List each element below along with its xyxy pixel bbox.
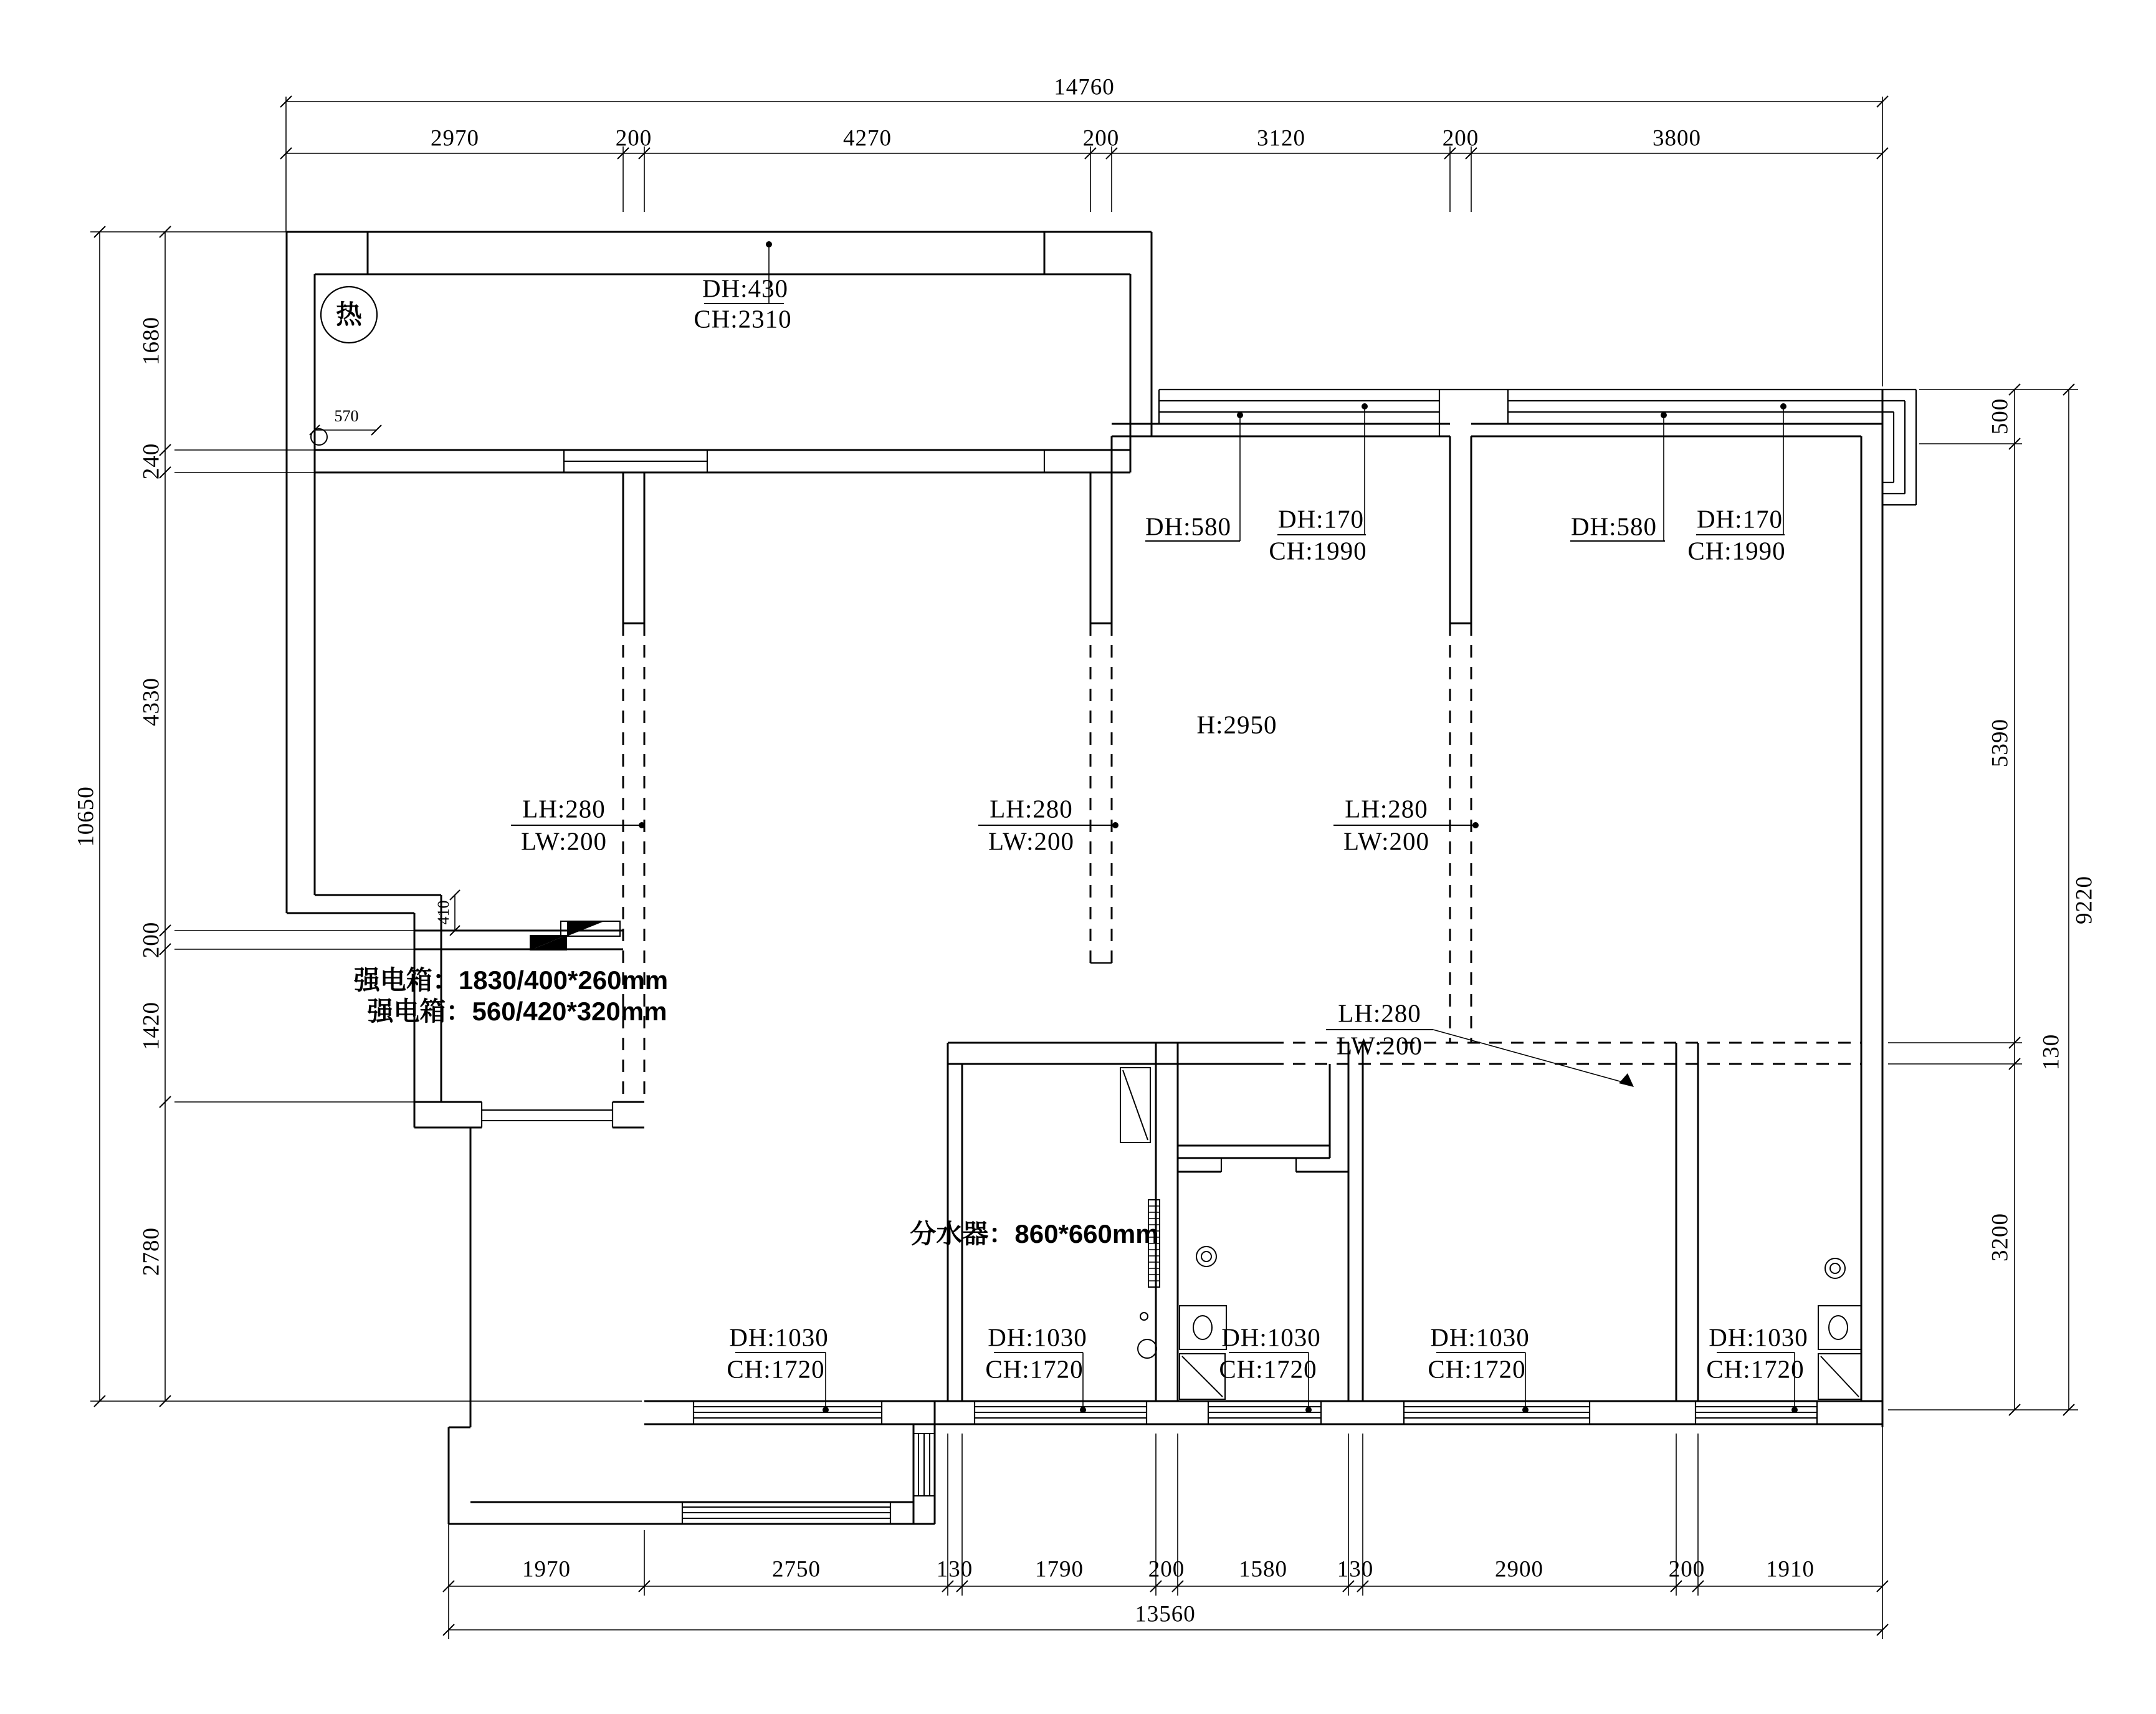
living-window-ch: CH:2310 bbox=[694, 304, 792, 333]
dim-right-seg-1: 5390 bbox=[1987, 719, 2013, 767]
bay3-ch1990: CH:1990 bbox=[1687, 536, 1786, 565]
power-box-1-label: 强电箱：1830/400*260mm bbox=[353, 965, 669, 995]
win4-ch: CH:1720 bbox=[1428, 1354, 1526, 1384]
dim-bottom-seg-8: 200 bbox=[1668, 1556, 1705, 1582]
dim-top-seg-6: 3800 bbox=[1653, 125, 1701, 151]
dim-bottom-seg-3: 1790 bbox=[1035, 1556, 1084, 1582]
dim-bottom-seg-6: 130 bbox=[1337, 1556, 1374, 1582]
lintel3-lh: LH:280 bbox=[1345, 794, 1428, 823]
bay2-dh170: DH:170 bbox=[1277, 504, 1365, 534]
lintel3-lw: LW:200 bbox=[1343, 826, 1430, 856]
dim-bottom-seg-1: 2750 bbox=[772, 1556, 821, 1582]
bay3-dh580: DH:580 bbox=[1570, 512, 1658, 541]
lintel1-lh: LH:280 bbox=[522, 794, 606, 823]
dim-left-seg-4: 1420 bbox=[138, 1002, 165, 1050]
dim-top-total: 14760 bbox=[1054, 74, 1115, 100]
bay2-dh580: DH:580 bbox=[1145, 512, 1232, 541]
bay3-dh170: DH:170 bbox=[1696, 504, 1783, 534]
dim-bottom-seg-9: 1910 bbox=[1766, 1556, 1815, 1582]
heater-label: 热 bbox=[335, 300, 363, 329]
win2-ch: CH:1720 bbox=[985, 1354, 1084, 1384]
power-box-2-label: 强电箱：560/420*320mm bbox=[367, 997, 667, 1026]
dim-bottom-total: 13560 bbox=[1135, 1601, 1196, 1627]
bay2-ch1990: CH:1990 bbox=[1269, 536, 1367, 565]
dim-bottom-seg-0: 1970 bbox=[522, 1556, 571, 1582]
dim-right-total: 9220 bbox=[2071, 876, 2097, 924]
dim-top-seg-0: 2970 bbox=[431, 125, 479, 151]
living-window-dh: DH:430 bbox=[702, 274, 789, 303]
lintel2-lw: LW:200 bbox=[988, 826, 1075, 856]
dim-left-seg-5: 2780 bbox=[138, 1227, 165, 1276]
win5-ch: CH:1720 bbox=[1706, 1354, 1805, 1384]
dim-left-seg-1: 240 bbox=[138, 443, 165, 480]
bottom-windows bbox=[694, 1401, 1817, 1424]
dim-bottom-seg-4: 200 bbox=[1148, 1556, 1185, 1582]
lintel4-lw: LW:200 bbox=[1336, 1031, 1423, 1060]
dim-bottom-seg-2: 130 bbox=[936, 1556, 973, 1582]
dim-right-seg-2: 130 bbox=[2038, 1033, 2064, 1071]
dim-bottom-seg-5: 1580 bbox=[1239, 1556, 1287, 1582]
dim-top-seg-5: 200 bbox=[1442, 125, 1479, 151]
lintel1-lw: LW:200 bbox=[520, 826, 608, 856]
dim-top-seg-4: 3120 bbox=[1257, 125, 1305, 151]
ceiling-height-label: H:2950 bbox=[1196, 710, 1277, 739]
dim-pier-570: 570 bbox=[334, 407, 359, 425]
win1-dh: DH:1030 bbox=[729, 1323, 829, 1352]
dim-top-seg-3: 200 bbox=[1082, 125, 1120, 151]
win3-dh: DH:1030 bbox=[1221, 1323, 1321, 1352]
lintel4-lh: LH:280 bbox=[1338, 998, 1421, 1028]
dim-top-seg-1: 200 bbox=[615, 125, 652, 151]
dim-top-seg-2: 4270 bbox=[843, 125, 892, 151]
win5-dh: DH:1030 bbox=[1709, 1323, 1808, 1352]
win4-dh: DH:1030 bbox=[1430, 1323, 1530, 1352]
dim-left-total: 10650 bbox=[73, 786, 99, 847]
win3-ch: CH:1720 bbox=[1219, 1354, 1317, 1384]
win2-dh: DH:1030 bbox=[988, 1323, 1087, 1352]
lintel2-lh: LH:280 bbox=[990, 794, 1073, 823]
dim-step-410: 410 bbox=[434, 900, 452, 925]
win1-ch: CH:1720 bbox=[727, 1354, 825, 1384]
manifold-label: 分水器：860*660mm bbox=[910, 1219, 1159, 1248]
dim-chain-right bbox=[1888, 384, 2078, 1415]
dim-right-seg-0: 500 bbox=[1987, 398, 2013, 435]
dim-bottom-seg-7: 2900 bbox=[1495, 1556, 1543, 1582]
dim-left-seg-0: 1680 bbox=[138, 317, 165, 365]
dim-right-seg-3: 3200 bbox=[1987, 1213, 2013, 1262]
dim-left-seg-2: 4330 bbox=[138, 677, 165, 726]
dim-left-seg-3: 200 bbox=[138, 921, 165, 959]
